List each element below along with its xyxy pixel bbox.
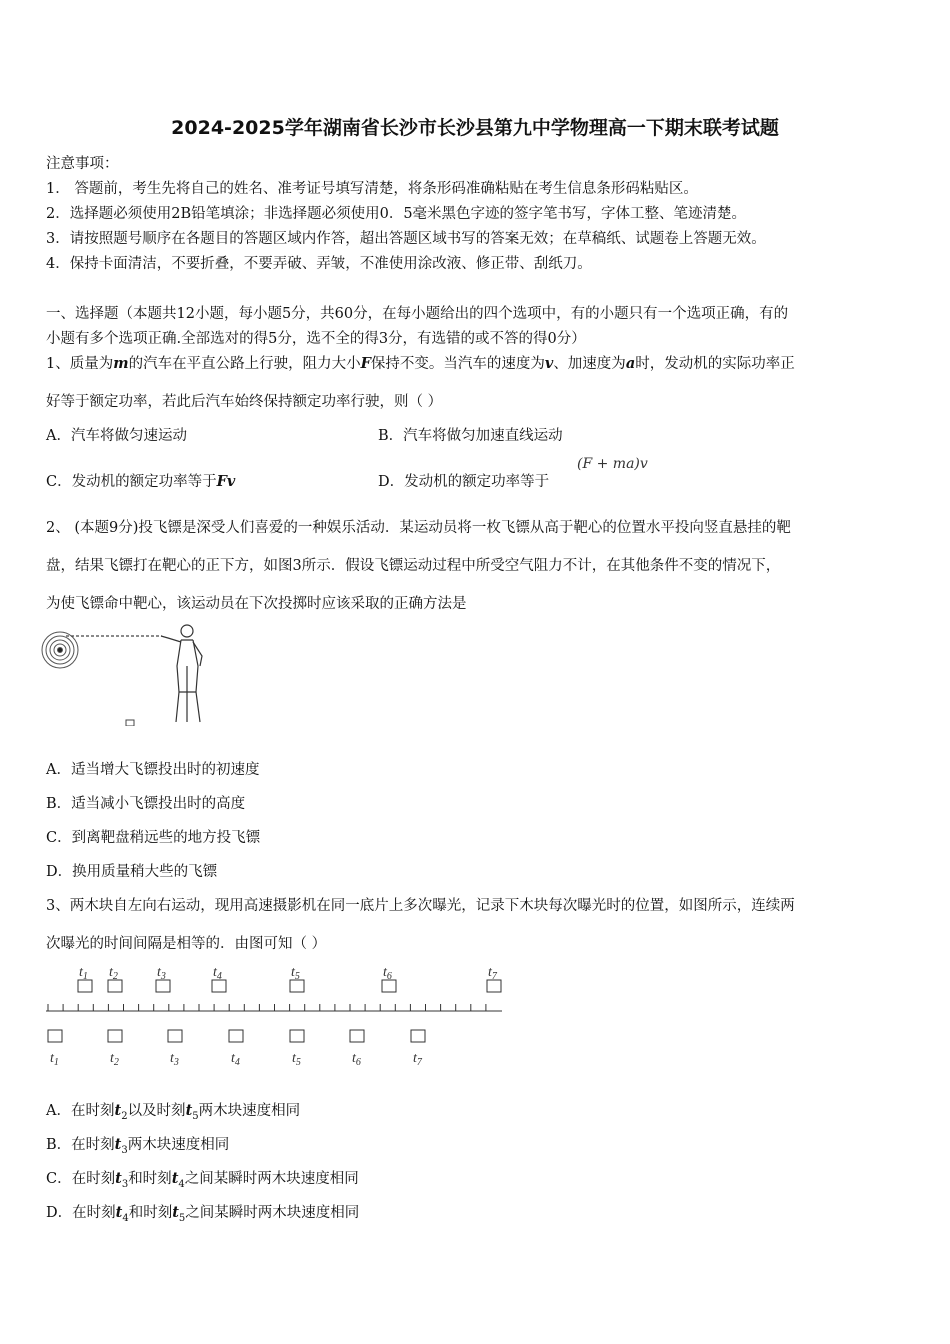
- bottom-block: [48, 1030, 62, 1042]
- q3-stem-line1: 3、两木块自左向右运动，现用高速摄影机在同一底片上多次曝光，记录下木块每次曝光时的位置，如图所示，连续两: [46, 898, 795, 914]
- notice-item: 1． 答题前，考生先将自己的姓名、准考证号填写清楚，将条形码准确粘贴在考生信息条形码粘贴区。: [46, 181, 698, 197]
- bottom-block-time-label: $t_4$: [231, 1051, 240, 1068]
- notice-item: 3．请按照题号顺序在各题目的答题区域内作答，超出答题区域书写的答案无效；在草稿纸、试题卷上答题无效。: [46, 231, 766, 247]
- top-block-time-label: $t_3$: [157, 965, 166, 982]
- top-block-time-label: $t_4$: [213, 965, 222, 982]
- q1-option-b: B．汽车将做匀加速直线运动: [378, 428, 563, 444]
- bottom-block: [290, 1030, 304, 1042]
- q3-stem-line2: 次曝光的时间间隔是相等的．由图可知（ ）: [46, 936, 327, 952]
- q2-option-b: B．适当减小飞镖投出时的高度: [46, 796, 246, 812]
- top-block-time-label: $t_2$: [109, 965, 118, 982]
- q1-option-c: C．发动机的额定功率等于Fv: [46, 473, 236, 490]
- top-block-time-label: $t_6$: [383, 965, 392, 982]
- notice-heading: 注意事项：: [46, 156, 119, 172]
- q1-stem-line2: 好等于额定功率，若此后汽车始终保持额定功率行驶，则（ ）: [46, 394, 443, 410]
- q3-option-c: C．在时刻$t_3$和时刻$t_4$之间某瞬时两木块速度相同: [46, 1170, 359, 1190]
- q2-option-c: C．到离靶盘稍远些的地方投飞镖: [46, 830, 261, 846]
- top-block-time-label: $t_5$: [291, 965, 300, 982]
- q3-option-d: D．在时刻$t_4$和时刻$t_5$之间某瞬时两木块速度相同: [46, 1204, 360, 1224]
- bottom-block-time-label: $t_7$: [413, 1051, 422, 1068]
- q3-option-a: A．在时刻$t_2$以及时刻$t_5$两木块速度相同: [46, 1102, 301, 1122]
- page-title: 2024-2025学年湖南省长沙市长沙县第九中学物理高一下期末联考试题: [171, 117, 779, 139]
- bottom-block-time-label: $t_1$: [50, 1051, 59, 1068]
- notice-item: 2．选择题必须使用2B铅笔填涂；非选择题必须使用0．5毫米黑色字迹的签字笔书写，字体工整、笔迹清楚。: [46, 206, 747, 222]
- bottom-block: [108, 1030, 122, 1042]
- section-intro-line: 小题有多个选项正确.全部选对的得5分，选不全的得3分，有选错的或不答的得0分）: [46, 331, 586, 347]
- q2-option-a: A．适当增大飞镖投出时的初速度: [46, 762, 260, 778]
- bottom-block: [229, 1030, 243, 1042]
- bottom-block: [411, 1030, 425, 1042]
- blocks-figure: [40, 958, 510, 1074]
- q1-option-d-formula: (F + ma)v: [577, 456, 648, 472]
- bottom-block: [350, 1030, 364, 1042]
- dartboard-illustration: [42, 632, 78, 668]
- bottom-block-time-label: $t_3$: [170, 1051, 179, 1068]
- top-block-time-label: $t_7$: [488, 965, 497, 982]
- q2-stem-line2: 盘，结果飞镖打在靶心的正下方，如图3所示．假设飞镖运动过程中所受空气阻力不计，在其他条件不变的情况下，: [46, 558, 781, 574]
- dart-figure: [40, 622, 220, 726]
- q1-stem-line1: 1、质量为m的汽车在平直公路上行驶，阻力大小F保持不变。当汽车的速度为v、加速度为a时，发动机的实际功率正: [46, 355, 795, 372]
- bottom-block-time-label: $t_2$: [110, 1051, 119, 1068]
- notice-item: 4．保持卡面清洁，不要折叠，不要弄破、弄皱，不准使用涂改液、修正带、刮纸刀。: [46, 256, 592, 272]
- bottom-block: [168, 1030, 182, 1042]
- top-block-time-label: $t_1$: [79, 965, 88, 982]
- thrower-illustration: [161, 625, 202, 722]
- q2-stem-line3: 为使飞镖命中靶心，该运动员在下次投掷时应该采取的正确方法是: [46, 596, 467, 612]
- q3-option-b: B．在时刻$t_3$两木块速度相同: [46, 1136, 230, 1156]
- q1-option-d: D．发动机的额定功率等于: [378, 474, 550, 490]
- q2-option-d: D．换用质量稍大些的飞镖: [46, 864, 218, 880]
- section-intro-line: 一、选择题（本题共12小题，每小题5分，共60分，在每小题给出的四个选项中，有的小题只有一个选项正确，有的: [46, 306, 789, 322]
- bottom-block-time-label: $t_6$: [352, 1051, 361, 1068]
- q1-option-a: A．汽车将做匀速运动: [46, 428, 187, 444]
- q2-stem-line1: 2、 (本题9分)投飞镖是深受人们喜爱的一种娱乐活动．某运动员将一枚飞镖从高于靶心的位置水平投向竖直悬挂的靶: [46, 520, 791, 536]
- bottom-block-time-label: $t_5$: [292, 1051, 301, 1068]
